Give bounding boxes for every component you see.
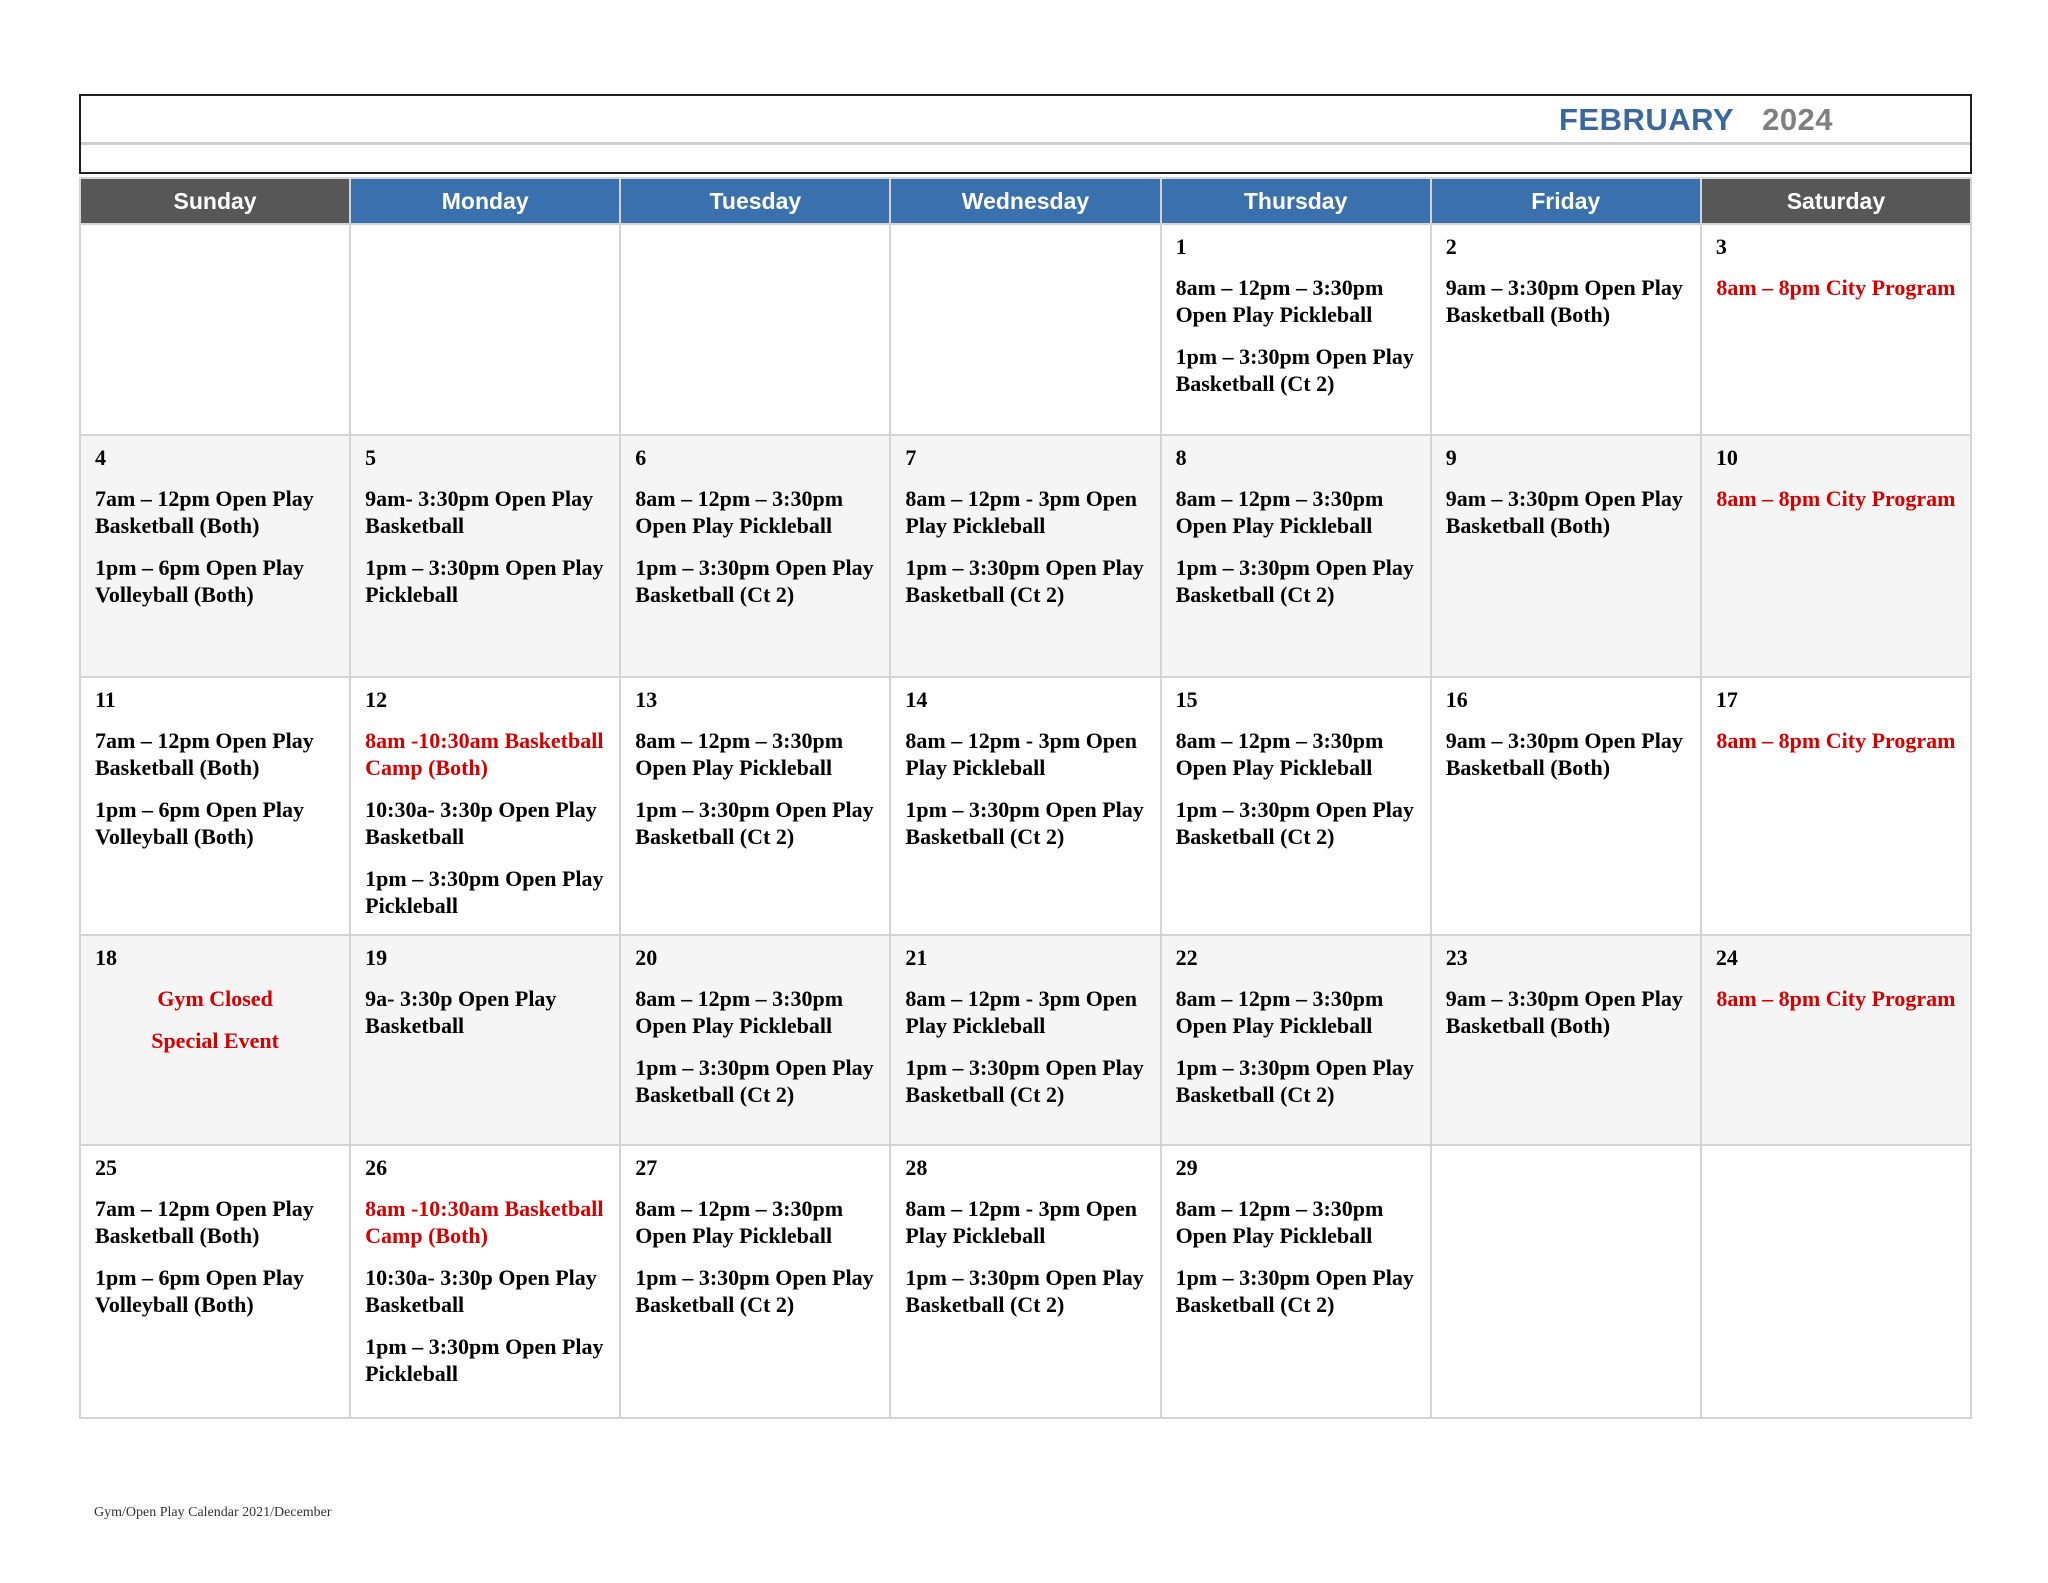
weekday-header-friday: Friday (1431, 178, 1701, 224)
day-number: 23 (1445, 945, 1468, 970)
event-entry: 10:30a- 3:30p Open Play Basketball (365, 797, 597, 849)
event-entry: 1pm – 3:30pm Open Play Basketball (Ct 2) (635, 555, 874, 607)
event-entry: 8am – 12pm – 3:30pm Open Play Pickleball (1175, 486, 1384, 538)
event-entry: 1pm – 3:30pm Open Play Basketball (Ct 2) (1175, 1055, 1414, 1107)
event-entry: 1pm – 3:30pm Open Play Pickleball (365, 866, 604, 918)
week-row (80, 1145, 1971, 1418)
day-cell (1161, 677, 1431, 935)
day-number: 21 (905, 945, 928, 970)
day-number: 18 (95, 945, 117, 970)
day-cell (1431, 224, 1701, 435)
week-row (80, 677, 1971, 935)
event-entry: 1pm – 6pm Open Play Volleyball (Both) (95, 797, 305, 849)
event-entry: 1pm – 3:30pm Open Play Basketball (Ct 2) (1175, 1265, 1414, 1317)
day-cell (350, 935, 620, 1145)
day-cell (620, 677, 890, 935)
day-cell (350, 1145, 620, 1418)
event-entry: 8am – 8pm City Program (1716, 275, 1956, 300)
day-cell (80, 935, 350, 1145)
event-entry: Gym Closed (157, 986, 273, 1011)
day-cell (80, 1145, 350, 1418)
event-entry: 8am -10:30am Basketball Camp (Both) (365, 1196, 604, 1248)
day-number: 12 (365, 687, 388, 712)
event-entry: 1pm – 3:30pm Open Play Basketball (Ct 2) (1175, 797, 1414, 849)
empty-day-cell (890, 224, 1160, 435)
event-entry: 1pm – 3:30pm Open Play Basketball (Ct 2) (635, 1055, 874, 1107)
empty-day-cell (620, 224, 890, 435)
day-cell (1701, 435, 1971, 677)
event-entry: 1pm – 3:30pm Open Play Basketball (Ct 2) (635, 1265, 874, 1317)
week-row (80, 435, 1971, 677)
day-number: 26 (365, 1155, 388, 1180)
event-entry: 1pm – 6pm Open Play Volleyball (Both) (95, 1265, 305, 1317)
calendar-grid (79, 177, 1972, 1419)
day-number: 6 (635, 445, 647, 470)
day-number: 22 (1175, 945, 1198, 970)
event-entry: 8am – 12pm - 3pm Open Play Pickleball (905, 986, 1138, 1038)
day-cell (1161, 224, 1431, 435)
day-number: 16 (1445, 687, 1468, 712)
day-cell (1701, 677, 1971, 935)
weekday-header-sunday: Sunday (80, 178, 350, 224)
day-number: 15 (1175, 687, 1198, 712)
event-entry: 8am – 12pm – 3:30pm Open Play Pickleball (635, 1196, 844, 1248)
day-number: 1 (1175, 234, 1187, 259)
day-number: 11 (95, 687, 116, 712)
day-cell (1161, 435, 1431, 677)
month-label: FEBRUARY (1559, 102, 1735, 137)
day-number: 8 (1175, 445, 1187, 470)
day-number: 4 (95, 445, 106, 470)
event-entry: 8am – 12pm – 3:30pm Open Play Pickleball (1175, 275, 1384, 327)
calendar-header (79, 94, 1972, 174)
empty-day-cell (350, 224, 620, 435)
day-cell (620, 435, 890, 677)
day-number: 17 (1715, 687, 1738, 712)
event-entry: 7am – 12pm Open Play Basketball (Both) (95, 1196, 314, 1248)
day-cell (620, 1145, 890, 1418)
event-entry: 8am -10:30am Basketball Camp (Both) (365, 728, 604, 780)
event-entry: 1pm – 6pm Open Play Volleyball (Both) (95, 555, 305, 607)
event-entry: 8am – 12pm – 3:30pm Open Play Pickleball (1175, 1196, 1384, 1248)
day-cell (1431, 935, 1701, 1145)
day-number: 24 (1715, 945, 1738, 970)
day-number: 7 (905, 445, 917, 470)
empty-day-cell (1431, 1145, 1701, 1418)
event-entry: 1pm – 3:30pm Open Play Basketball (Ct 2) (905, 555, 1144, 607)
day-cell (1701, 224, 1971, 435)
event-entry: 8am – 12pm – 3:30pm Open Play Pickleball (635, 728, 844, 780)
day-cell (350, 435, 620, 677)
event-entry: 8am – 12pm – 3:30pm Open Play Pickleball (635, 486, 844, 538)
event-entry: 1pm – 3:30pm Open Play Basketball (Ct 2) (635, 797, 874, 849)
event-entry: 1pm – 3:30pm Open Play Basketball (Ct 2) (1175, 555, 1414, 607)
day-cell (350, 677, 620, 935)
day-cell (890, 1145, 1160, 1418)
weekday-header-row (80, 178, 1971, 224)
event-entry: 8am – 12pm – 3:30pm Open Play Pickleball (1175, 728, 1384, 780)
event-entry: 8am – 12pm - 3pm Open Play Pickleball (905, 728, 1138, 780)
day-number: 2 (1445, 234, 1457, 259)
event-entry: 8am – 12pm – 3:30pm Open Play Pickleball (1175, 986, 1384, 1038)
event-entry: 1pm – 3:30pm Open Play Pickleball (365, 555, 604, 607)
day-number: 9 (1445, 445, 1457, 470)
weekday-header-wednesday: Wednesday (890, 178, 1160, 224)
week-row (80, 935, 1971, 1145)
event-entry: 8am – 12pm - 3pm Open Play Pickleball (905, 1196, 1138, 1248)
weekday-header-thursday: Thursday (1161, 178, 1431, 224)
weekday-header-tuesday: Tuesday (620, 178, 890, 224)
empty-day-cell (80, 224, 350, 435)
day-number: 29 (1175, 1155, 1198, 1180)
day-number: 3 (1715, 234, 1727, 259)
event-entry: 8am – 8pm City Program (1716, 486, 1956, 511)
event-entry: 9am – 3:30pm Open Play Basketball (Both) (1445, 728, 1683, 780)
event-entry: 1pm – 3:30pm Open Play Basketball (Ct 2) (1175, 344, 1414, 396)
event-entry: 8am – 12pm - 3pm Open Play Pickleball (905, 486, 1138, 538)
weekday-header-saturday: Saturday (1701, 178, 1971, 224)
day-cell (620, 935, 890, 1145)
day-cell (1431, 435, 1701, 677)
event-entry: 9am – 3:30pm Open Play Basketball (Both) (1445, 986, 1683, 1038)
event-entry: 9a- 3:30p Open Play Basketball (365, 986, 557, 1038)
event-entry: 1pm – 3:30pm Open Play Basketball (Ct 2) (905, 1265, 1144, 1317)
day-cell (1701, 935, 1971, 1145)
day-number: 10 (1715, 445, 1738, 470)
event-entry: 9am – 3:30pm Open Play Basketball (Both) (1445, 486, 1683, 538)
event-entry: 7am – 12pm Open Play Basketball (Both) (95, 728, 314, 780)
event-entry: 9am- 3:30pm Open Play Basketball (365, 486, 594, 538)
event-entry: 7am – 12pm Open Play Basketball (Both) (95, 486, 314, 538)
day-cell (1161, 1145, 1431, 1418)
empty-day-cell (1701, 1145, 1971, 1418)
footer-note: Gym/Open Play Calendar 2021/December (94, 1505, 332, 1520)
day-number: 19 (365, 945, 388, 970)
event-entry: 8am – 8pm City Program (1716, 728, 1956, 753)
event-entry: 10:30a- 3:30p Open Play Basketball (365, 1265, 597, 1317)
day-cell (890, 677, 1160, 935)
day-number: 5 (365, 445, 377, 470)
event-entry: 8am – 8pm City Program (1716, 986, 1956, 1011)
day-number: 14 (905, 687, 928, 712)
week-row (80, 224, 1971, 435)
day-cell (890, 935, 1160, 1145)
day-cell (80, 435, 350, 677)
day-cell (80, 677, 350, 935)
day-number: 27 (635, 1155, 658, 1180)
event-entry: 1pm – 3:30pm Open Play Pickleball (365, 1334, 604, 1386)
day-number: 13 (635, 687, 658, 712)
day-cell (1431, 677, 1701, 935)
event-entry: 1pm – 3:30pm Open Play Basketball (Ct 2) (905, 797, 1144, 849)
day-number: 20 (635, 945, 658, 970)
month-year-title (1559, 102, 1833, 138)
event-entry: 1pm – 3:30pm Open Play Basketball (Ct 2) (905, 1055, 1144, 1107)
day-number: 25 (95, 1155, 117, 1180)
day-cell (1161, 935, 1431, 1145)
year-label: 2024 (1762, 102, 1834, 137)
day-number: 28 (905, 1155, 928, 1180)
event-entry: Special Event (151, 1028, 279, 1053)
header-divider (81, 142, 1970, 145)
day-cell (890, 435, 1160, 677)
event-entry: 8am – 12pm – 3:30pm Open Play Pickleball (635, 986, 844, 1038)
weekday-header-monday: Monday (350, 178, 620, 224)
event-entry: 9am – 3:30pm Open Play Basketball (Both) (1445, 275, 1683, 327)
